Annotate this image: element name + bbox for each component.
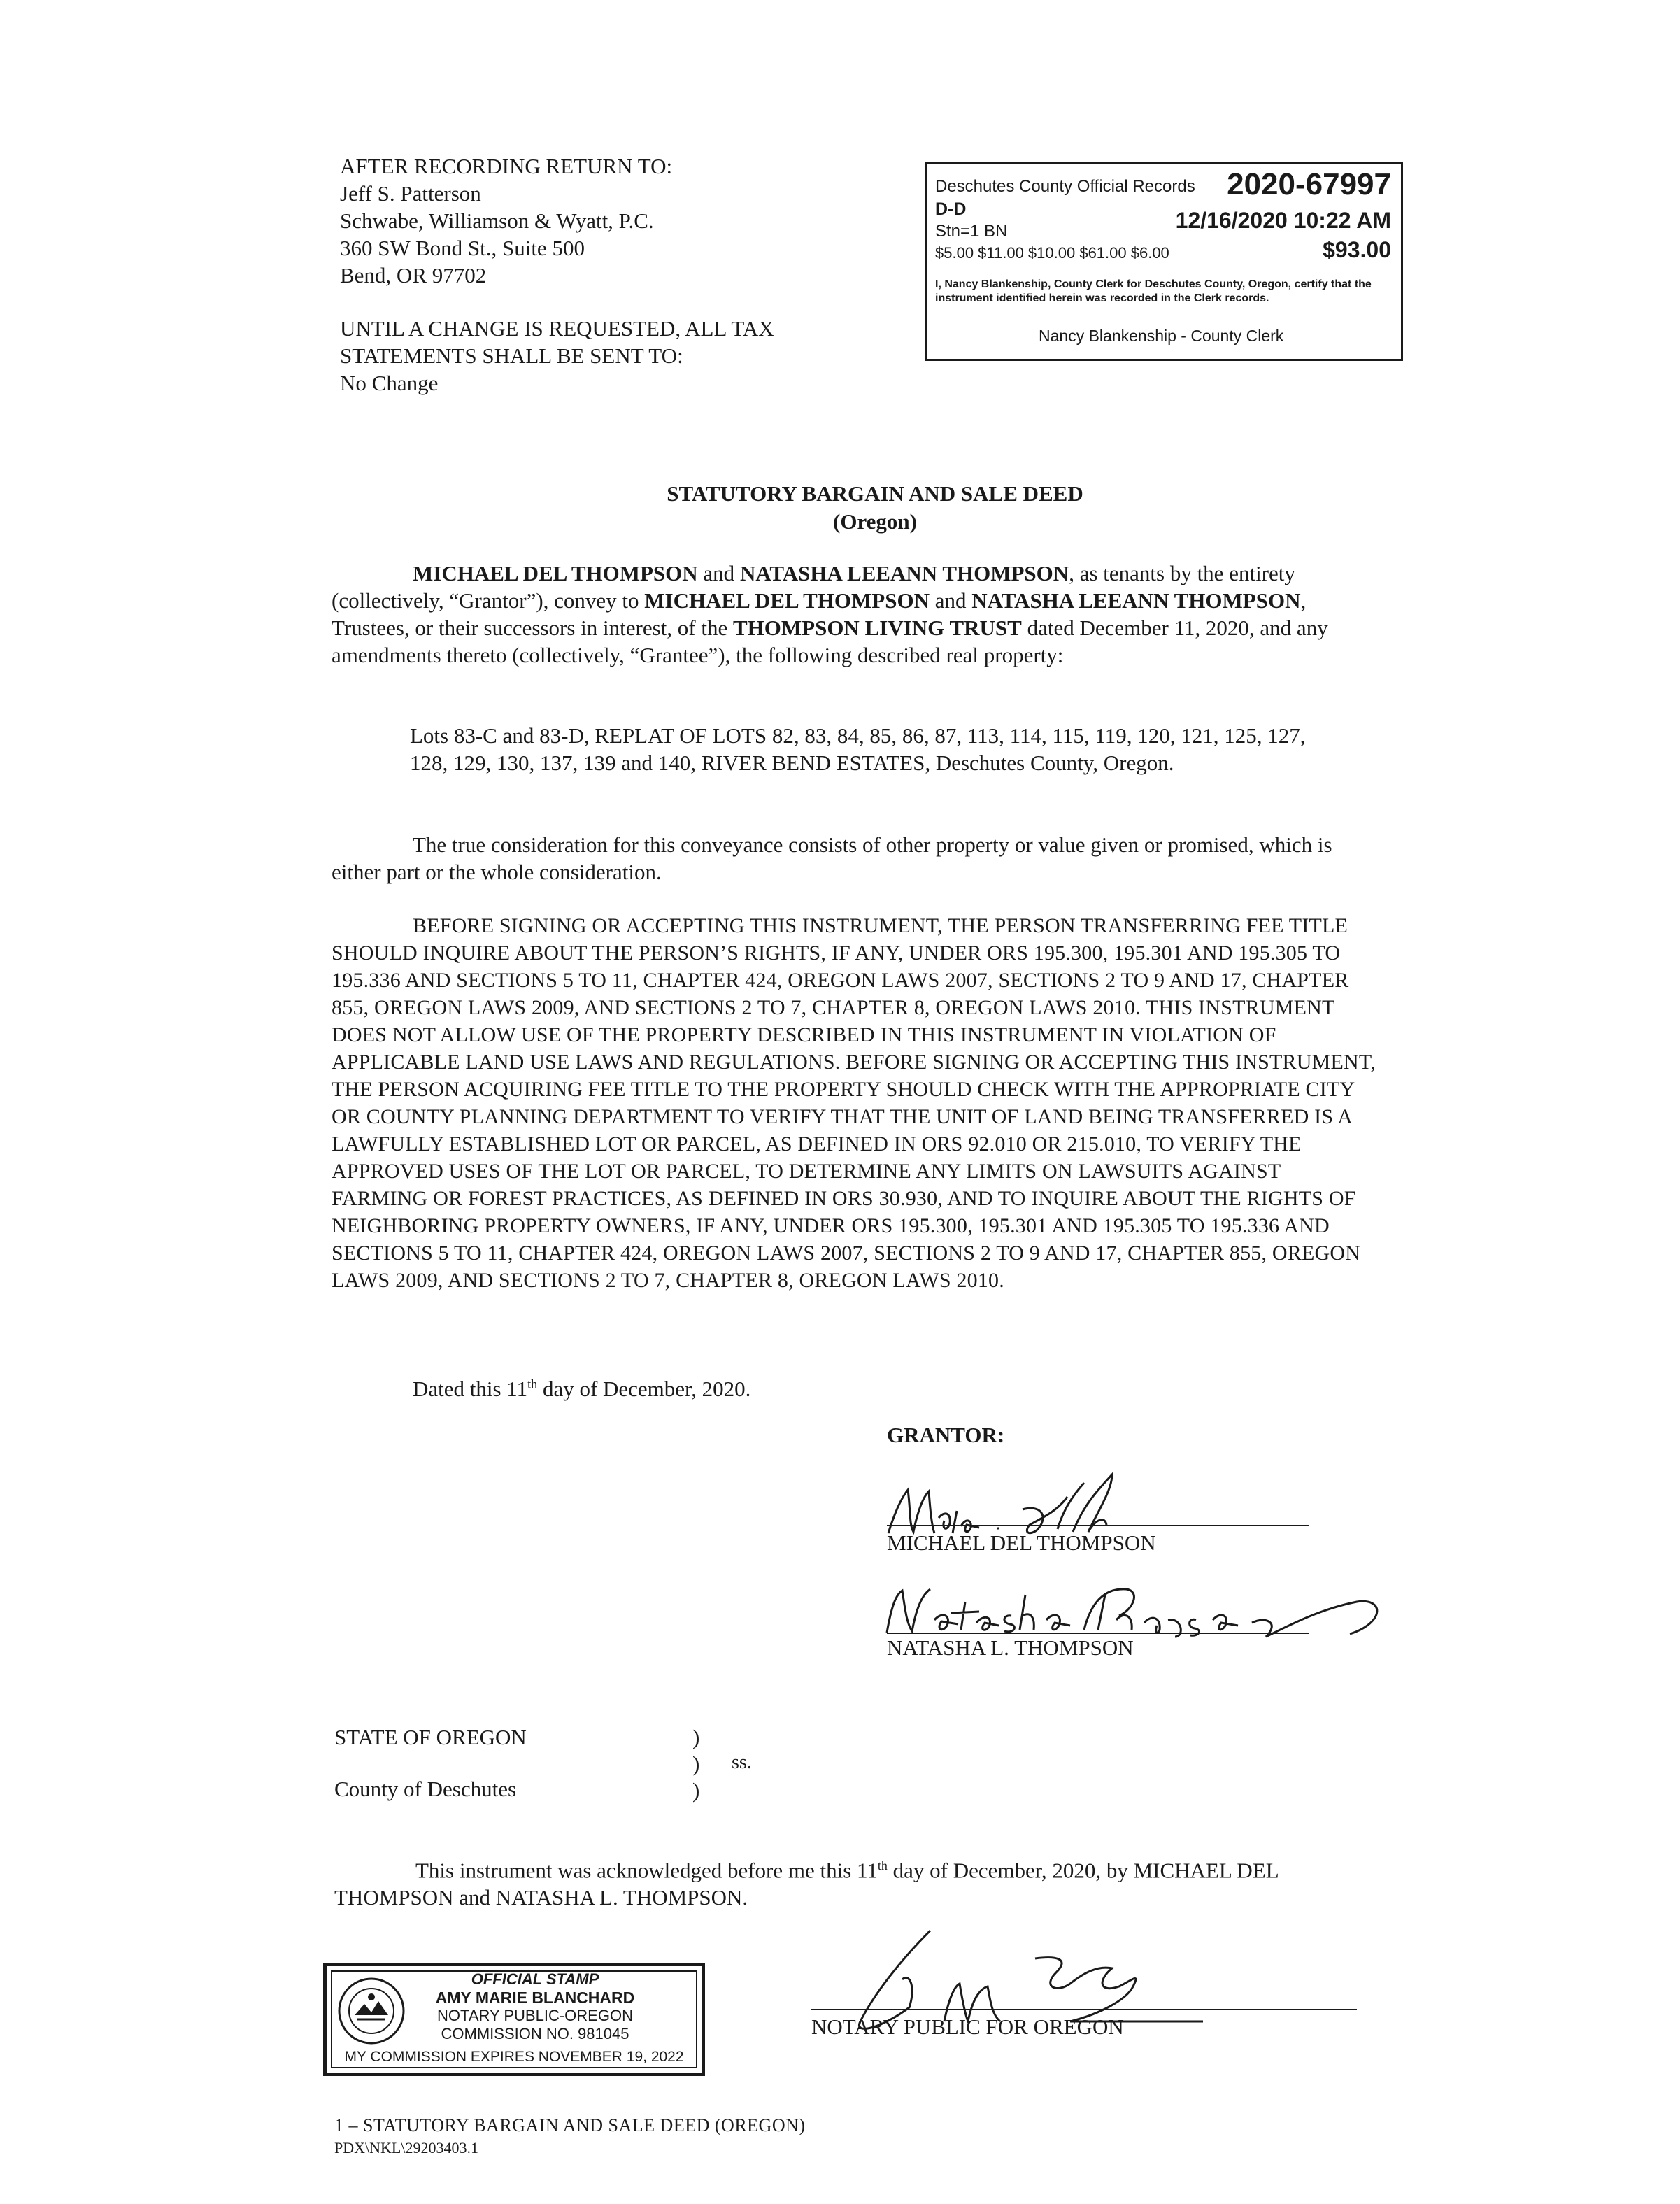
stamp-title: OFFICIAL STAMP [471, 1970, 599, 1988]
consideration-statement [332, 831, 1339, 886]
tax-line-2: STATEMENTS SHALL BE SENT TO: [340, 343, 683, 368]
return-heading: AFTER RECORDING RETURN TO: [340, 154, 673, 178]
trust-name: THOMPSON LIVING TRUST [732, 616, 1022, 640]
stamp-commission-number: COMMISSION NO. 981045 [441, 2025, 629, 2042]
grantor-name-1: MICHAEL DEL THOMPSON [413, 561, 698, 585]
grant-text-2: , Trustees, or their successors in interest, of the [332, 588, 1307, 640]
venue-state: STATE OF OREGON [334, 1725, 527, 1749]
return-firm: Schwabe, Williamson & Wyatt, P.C. [340, 208, 654, 233]
grant-text-3: dated December 11, 2020, and any amendments thereto (collectively, “Grantee”), the following described real property: [332, 616, 1328, 667]
recording-datetime: 12/16/2020 10:22 AM [1175, 208, 1391, 233]
grant-and-1: and [697, 561, 740, 585]
consideration-text: The true consideration for this conveyance consists of other property or value given or promised, which is either part or the whole consideration. [332, 832, 1332, 884]
dated-sup: th [527, 1377, 538, 1391]
ack-suffix: day of December, 2020, by MICHAEL DEL THOMPSON and NATASHA L. THOMPSON. [334, 1858, 1279, 1910]
acknowledgment-clause [334, 1852, 1383, 1911]
land-use-warning [332, 912, 1381, 1294]
venue-ss: ss. [732, 1751, 752, 1773]
grant-text-1: , as tenants by the entirety (collectively, “Grantor”), convey to [332, 561, 1295, 613]
grantor-label: GRANTOR: [887, 1423, 1005, 1447]
stamp-expiration: MY COMMISSION EXPIRES NOVEMBER 19, 2022 [344, 2049, 684, 2065]
tax-line-1: UNTIL A CHANGE IS REQUESTED, ALL TAX [340, 316, 774, 341]
recording-number: 2020-67997 [1227, 167, 1391, 201]
signature-line-1 [887, 1525, 1309, 1526]
venue-paren-3: ) [692, 1778, 700, 1803]
venue-paren-1: ) [692, 1725, 700, 1749]
return-address-block [340, 152, 672, 289]
recording-source: Deschutes County Official Records [935, 177, 1195, 196]
recording-station: Stn=1 BN [935, 222, 1008, 241]
footer-document-id: PDX\NKL\29203403.1 [334, 2139, 478, 2156]
grantee-name-2: NATASHA LEEANN THOMPSON [971, 588, 1301, 613]
stamp-notary-name: AMY MARIE BLANCHARD [435, 1989, 635, 2007]
document-title: STATUTORY BARGAIN AND SALE DEED [667, 481, 1083, 506]
signature-line-2 [887, 1633, 1309, 1634]
ack-prefix: This instrument was acknowledged before me this 11 [415, 1858, 878, 1883]
recording-total: $93.00 [1323, 237, 1391, 262]
document-subtitle: (Oregon) [833, 509, 917, 534]
footer-title: 1 – STATUTORY BARGAIN AND SALE DEED (OREGON) [334, 2115, 806, 2135]
ack-sup: th [877, 1858, 888, 1872]
dated-line [413, 1377, 750, 1402]
grantee-name-1: MICHAEL DEL THOMPSON [644, 588, 930, 613]
legal-description: Lots 83-C and 83-D, REPLAT OF LOTS 82, 83, 84, 85, 86, 87, 113, 114, 115, 119, 120, 121, 125, 127, 128, 129, 130, 137, 139 and 140, RIVER BEND ESTATES, Deschutes County, Oregon. [410, 723, 1306, 775]
dated-prefix: Dated this 11 [413, 1377, 528, 1401]
warning-text: BEFORE SIGNING OR ACCEPTING THIS INSTRUMENT, THE PERSON TRANSFERRING FEE TITLE SHOULD INQUIRE ABOUT THE PERSON’S RIGHTS, IF ANY, UNDER ORS 195.300, 195.301 AND 195.305 TO 195.336 AND SECTIONS 5 TO 11, CHAPTER 424, OREGON LAWS 2007, SECTIONS 2 TO 9 AND 17, CHAPTER 855, OREGON LAWS 2009, AND SECTIONS 2 TO 7, CHAPTER 8, OREGON LAWS 2010. THIS INSTRUMENT DOES NOT ALLOW USE OF THE PROPERTY DESCRIBED IN THIS INSTRUMENT IN VIOLATION OF APPLICABLE LAND USE LAWS AND REGULATIONS. BEFORE SIGNING OR ACCEPTING THIS INSTRUMENT, THE PERSON ACQUIRING FEE TITLE TO THE PROPERTY SHOULD CHECK WITH THE APPROPRIATE CITY OR COUNTY PLANNING DEPARTMENT TO VERIFY THAT THE UNIT OF LAND BEING TRANSFERRED IS A LAWFULLY ESTABLISHED LOT OR PARCEL, AS DEFINED IN ORS 92.010 OR 215.010, TO VERIFY THE APPROVED USES OF THE LOT OR PARCEL, TO DETERMINE ANY LIMITS ON LAWSUITS AGAINST FARMING OR FOREST PRACTICES, AS DEFINED IN ORS 30.930, AND TO INQUIRE ABOUT THE RIGHTS OF NEIGHBORING PROPERTY OWNERS, IF ANY, UNDER ORS 195.300, 195.301 AND 195.305 TO 195.336 AND SECTIONS 5 TO 11, CHAPTER 424, OREGON LAWS 2007, SECTIONS 2 TO 9 AND 17, CHAPTER 855, OREGON LAWS 2009, AND SECTIONS 2 TO 7, CHAPTER 8, OREGON LAWS 2010. [332, 914, 1376, 1292]
venue-paren-2: ) [692, 1751, 700, 1776]
return-city: Bend, OR 97702 [340, 263, 487, 287]
signer-name-1: MICHAEL DEL THOMPSON [887, 1530, 1156, 1555]
return-address: 360 SW Bond St., Suite 500 [340, 236, 585, 260]
notary-title: NOTARY PUBLIC FOR OREGON [811, 2014, 1124, 2039]
return-name: Jeff S. Patterson [340, 181, 481, 206]
dated-suffix: day of December, 2020. [537, 1377, 751, 1401]
recording-certification: I, Nancy Blankenship, County Clerk for Deschutes County, Oregon, certify that the instrument identified herein was recorded in the Clerk records. [935, 278, 1372, 304]
tax-value: No Change [340, 371, 439, 395]
tax-statement-block [340, 315, 774, 397]
granting-clause [332, 560, 1381, 669]
recording-clerk: Nancy Blankenship - County Clerk [1039, 327, 1284, 345]
recording-fees: $5.00 $11.00 $10.00 $61.00 $6.00 [935, 244, 1169, 262]
notary-stamp [323, 1963, 705, 2076]
recording-stamp-box [925, 162, 1403, 361]
stamp-notary-public: NOTARY PUBLIC-OREGON [437, 2007, 633, 2024]
grantor-name-2: NATASHA LEEANN THOMPSON [739, 561, 1069, 585]
signer-name-2: NATASHA L. THOMPSON [887, 1635, 1134, 1660]
grant-and-2: and [929, 588, 972, 613]
notary-signature-line [811, 2009, 1357, 2010]
recording-type: D-D [935, 199, 967, 219]
venue-county: County of Deschutes [334, 1777, 517, 1801]
